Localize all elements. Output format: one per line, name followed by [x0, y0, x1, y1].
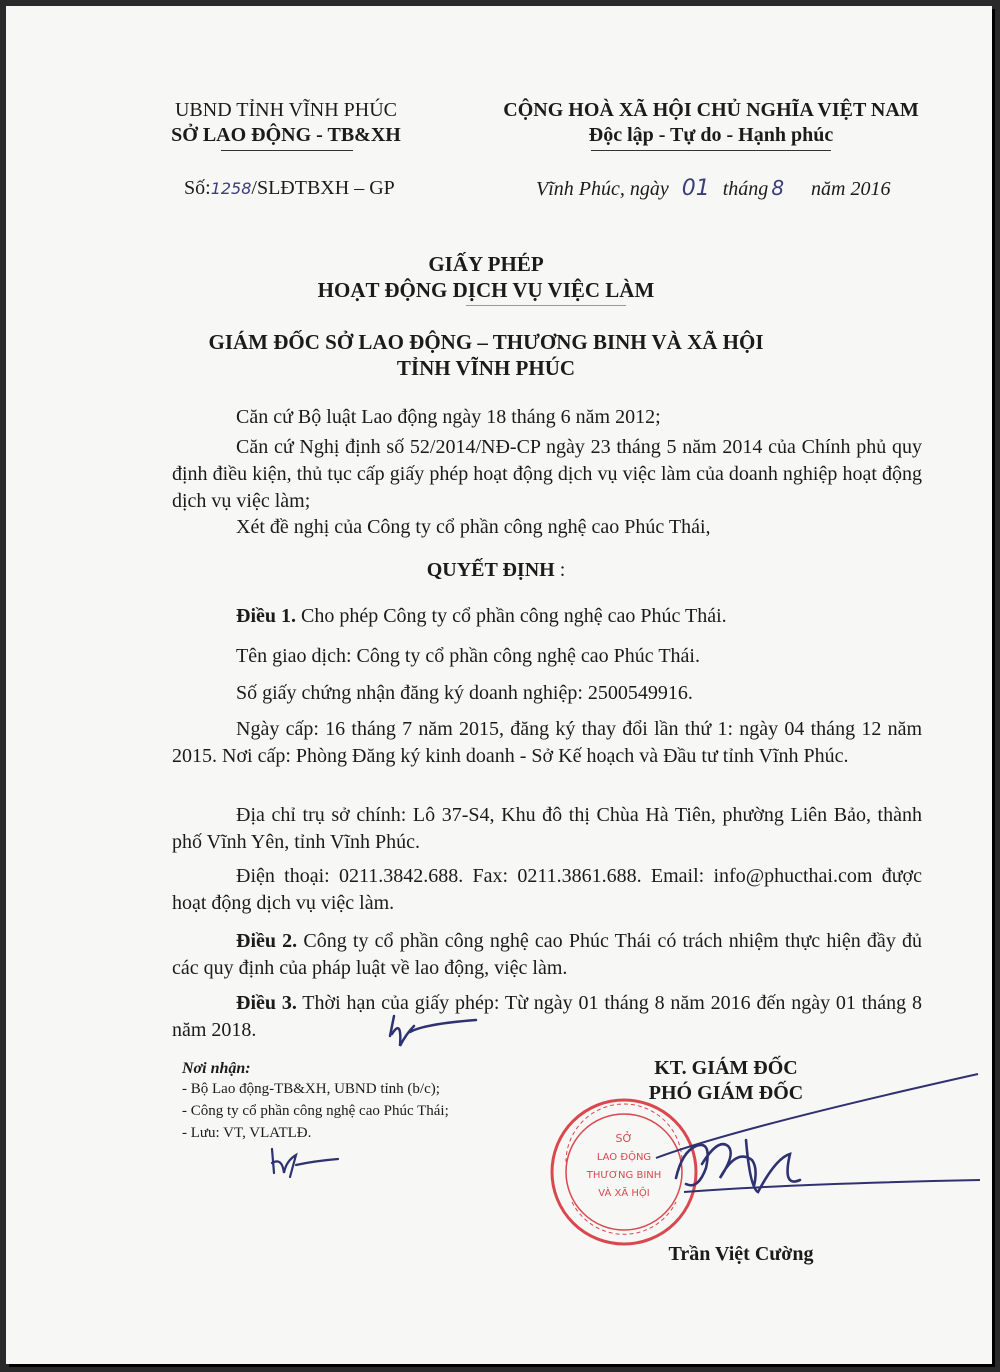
recipients-heading: Nơi nhận: [182, 1060, 251, 1077]
decision-heading: QUYẾT ĐỊNH : [426, 559, 566, 581]
title-underline [466, 305, 626, 306]
agency-name: SỞ LAO ĐỘNG - TB&XH [171, 124, 401, 146]
issuer-line-2: TỈNH VĨNH PHÚC [396, 356, 576, 380]
handwritten-day: 01 [681, 176, 710, 201]
signature-title-2: PHÓ GIÁM ĐỐC [648, 1082, 804, 1104]
registration-number: Số giấy chứng nhận đăng ký doanh nghiệp: 2500549916. [236, 682, 693, 704]
handwritten-month: 8 [771, 176, 785, 200]
document-date: Vĩnh Phúc, ngày 01 tháng 8 năm 2016 [536, 176, 891, 201]
motto: Độc lập - Tự do - Hạnh phúc [588, 124, 834, 146]
document-number: Số:1258/SLĐTBXH – GP [184, 177, 395, 199]
contact-info: Điện thoại: 0211.3842.688. Fax: 0211.3861.688. Email: info@phucthai.com được hoạt động dịch vụ việc làm. [172, 865, 922, 914]
signature-title-1: KT. GIÁM ĐỐC [654, 1057, 798, 1079]
issuer-line-1: GIÁM ĐỐC SỞ LAO ĐỘNG – THƯƠNG BINH VÀ XÃ HỘI [208, 330, 764, 354]
article-1: Điều 1. Cho phép Công ty cổ phần công nghệ cao Phúc Thái. [236, 605, 727, 627]
document-page [6, 6, 992, 1364]
svg-text:LAO ĐỘNG: LAO ĐỘNG [596, 1152, 652, 1163]
head-office-address: Địa chỉ trụ sở chính: Lô 37-S4, Khu đô thị Chùa Hà Tiên, phường Liên Bảo, thành phố Vĩnh Yên, tỉnh Vĩnh Phúc. [172, 804, 922, 853]
issue-info: Ngày cấp: 16 tháng 7 năm 2015, đăng ký thay đổi lần thứ 1: ngày 04 tháng 12 năm 2015. Nơi cấp: Phòng Đăng ký kinh doanh - Sở Kế hoạch và Đầu tư tỉnh Vĩnh Phúc. [172, 718, 922, 767]
signer-name: Trần Việt Cường [668, 1243, 814, 1265]
svg-text:VÀ XÃ HỘI: VÀ XÃ HỘI [598, 1188, 650, 1199]
agency-parent: UBND TỈNH VĨNH PHÚC [174, 99, 398, 121]
article-2: Điều 2. Công ty cổ phần công nghệ cao Phúc Thái có trách nhiệm thực hiện đầy đủ các quy định của pháp luật về lao động, việc làm. [172, 930, 922, 979]
handwritten-initials [268, 1143, 344, 1179]
country-name: CỘNG HOÀ XÃ HỘI CHỦ NGHĨA VIỆT NAM [503, 99, 919, 121]
svg-text:SỞ: SỞ [615, 1132, 633, 1145]
license-subtitle: HOẠT ĐỘNG DỊCH VỤ VIỆC LÀM [317, 278, 655, 302]
svg-text:THƯƠNG BINH: THƯƠNG BINH [586, 1170, 662, 1181]
recipient-item: - Công ty cổ phần công nghệ cao Phúc Thái; [182, 1103, 449, 1119]
legal-basis-3: Xét đề nghị của Công ty cổ phần công nghệ cao Phúc Thái, [236, 516, 711, 538]
article-3: Điều 3. Thời hạn của giấy phép: Từ ngày 01 tháng 8 năm 2016 đến ngày 01 tháng 8 năm 2018. [172, 992, 922, 1041]
motto-underline [591, 150, 831, 151]
recipient-item: - Bộ Lao động-TB&XH, UBND tỉnh (b/c); [182, 1081, 440, 1097]
legal-basis-1: Căn cứ Bộ luật Lao động ngày 18 tháng 6 năm 2012; [236, 406, 661, 428]
license-title: GIẤY PHÉP [428, 252, 544, 276]
agency-underline [221, 150, 353, 151]
initials-mark [384, 1010, 484, 1054]
signature [586, 1068, 986, 1218]
recipient-item: - Lưu: VT, VLATLĐ. [182, 1125, 312, 1141]
handwritten-number: 1258 [210, 179, 252, 198]
trade-name: Tên giao dịch: Công ty cổ phần công nghệ cao Phúc Thái. [236, 645, 700, 667]
legal-basis-2: Căn cứ Nghị định số 52/2014/NĐ-CP ngày 23 tháng 5 năm 2014 của Chính phủ quy định điều kiện, thủ tục cấp giấy phép hoạt động dịch vụ việc làm của doanh nghiệp hoạt động dịch vụ việc làm; [172, 436, 922, 512]
